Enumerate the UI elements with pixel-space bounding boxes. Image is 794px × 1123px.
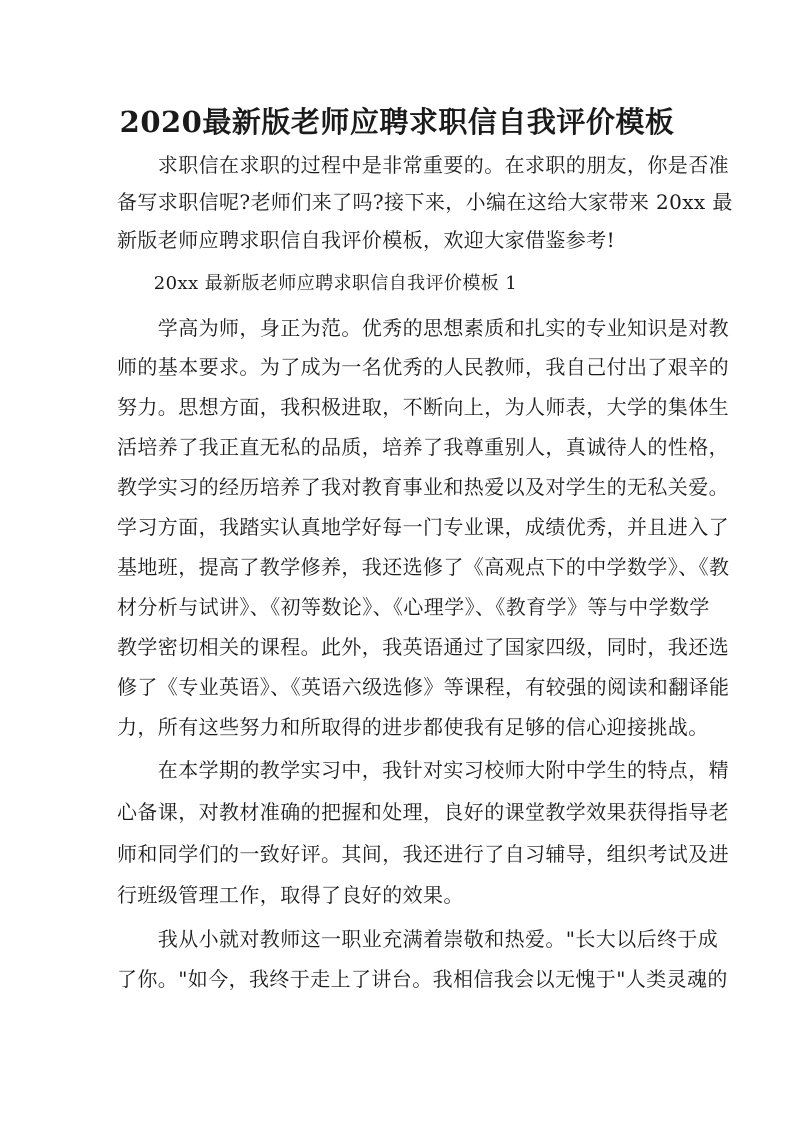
text-line: 活培养了我正直无私的品质，培养了我尊重别人，真诚待人的性格， — [117, 435, 729, 459]
text-line: 在本学期的教学实习中，我针对实习校师大附中学生的特点，精 — [117, 758, 729, 782]
text-line: 学习方面，我踏实认真地学好每一门专业课，成绩优秀，并且进入了 — [117, 515, 729, 539]
text-line: 学高为师，身正为范。优秀的思想素质和扎实的专业知识是对教 — [117, 316, 729, 340]
text-line: 师的基本要求。为了成为一名优秀的人民教师，我自己付出了艰辛的 — [117, 355, 729, 379]
text-line: 努力。思想方面，我积极进取，不断向上，为人师表，大学的集体生 — [117, 395, 729, 419]
text-line: 师和同学们的一致好评。其间，我还进行了自习辅导，组织考试及进 — [117, 842, 729, 866]
document-title: 2020最新版老师应聘求职信自我评价模板 — [119, 105, 675, 139]
text-line: 基地班，提高了教学修养，我还选修了《高观点下的中学数学》、《教 — [117, 555, 730, 579]
text-line: 教学密切相关的课程。此外，我英语通过了国家四级，同时，我还选 — [117, 635, 729, 659]
text-line: 材分析与试讲》、《初等数论》、《心理学》、《教育学》等与中学数学 — [117, 595, 710, 619]
section-heading: 20xx 最新版老师应聘求职信自我评价模板 1 — [117, 273, 518, 294]
text-line: 求职信在求职的过程中是非常重要的。在求职的朋友，你是否准 — [117, 153, 729, 177]
text-line: 备写求职信呢?老师们来了吗?接下来，小编在这给大家带来 20xx 最 — [117, 190, 733, 214]
text-line: 行班级管理工作，取得了良好的效果。 — [117, 883, 464, 907]
text-line: 我从小就对教师这一职业充满着崇敬和热爱。"长大以后终于成 — [117, 927, 719, 951]
text-line: 力，所有这些努力和所取得的进步都使我有足够的信心迎接挑战。 — [117, 715, 709, 739]
text-line: 了你。"如今，我终于走上了讲台。我相信我会以无愧于"人类灵魂的 — [117, 967, 728, 991]
text-line: 教学实习的经历培养了我对教育事业和热爱以及对学生的无私关爱。 — [117, 475, 729, 499]
text-line: 新版老师应聘求职信自我评价模板，欢迎大家借鉴参考! — [117, 228, 616, 252]
text-line: 修了《专业英语》、《英语六级选修》等课程，有较强的阅读和翻译能 — [117, 675, 730, 699]
text-line: 心备课，对教材准确的把握和处理，良好的课堂教学效果获得指导老 — [117, 800, 729, 824]
